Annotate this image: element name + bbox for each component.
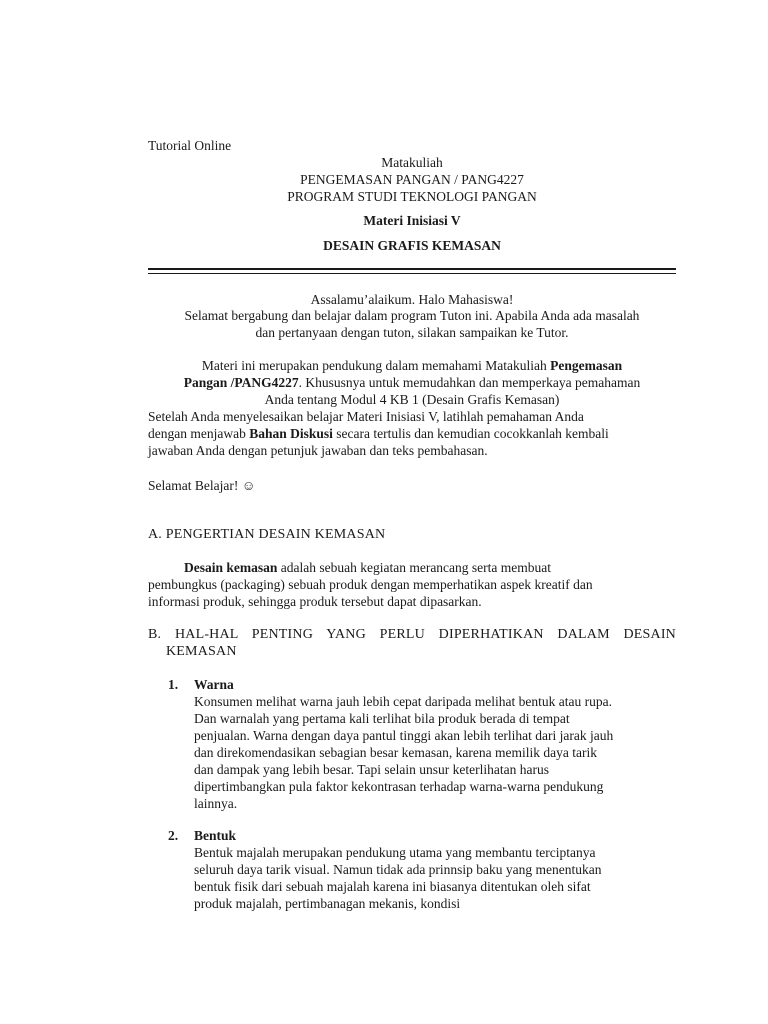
topic-title: DESAIN GRAFIS KEMASAN xyxy=(323,238,501,253)
instruction-line-1: Setelah Anda menyelesaikan belajar Materi Inisiasi V, latihlah pemahaman Anda xyxy=(148,409,584,424)
item-1-line-5: dan dampak yang lebih besar. Tapi selain unsur keterlihatan harus xyxy=(194,762,549,777)
program-name: PROGRAM STUDI TEKNOLOGI PANGAN xyxy=(287,189,537,204)
welcome-line-2: dan pertanyaan dengan tuton, silakan sampaikan ke Tutor. xyxy=(255,325,569,340)
closing-line: Selamat Belajar! ☺ xyxy=(148,478,256,493)
tutorial-label: Tutorial Online xyxy=(148,138,232,153)
item-2-line-3: bentuk fisik dari sebuah majalah karena ini biasanya ditentukan oleh sifat xyxy=(194,879,591,894)
section-b-heading-line-1: B. HAL-HAL PENTING YANG PERLU DIPERHATIKAN DALAM DESAIN xyxy=(148,627,676,642)
item-2-title: Bentuk xyxy=(194,828,237,843)
item-1-title: Warna xyxy=(194,677,234,692)
item-2-line-4: produk majalah, pertimbanagan mekanis, kondisi xyxy=(194,896,461,911)
section-a-line-1: Desain kemasan adalah sebuah kegiatan merancang serta membuat xyxy=(184,560,552,575)
greeting: Assalamu’alaikum. Halo Mahasiswa! xyxy=(310,292,514,307)
item-1-line-7: lainnya. xyxy=(194,796,238,811)
purpose-line-3: Anda tentang Modul 4 KB 1 (Desain Grafis Kemasan) xyxy=(264,392,560,407)
course-name: PENGEMASAN PANGAN / PANG4227 xyxy=(300,172,524,187)
item-2-line-1: Bentuk majalah merupakan pendukung utama yang membantu terciptanya xyxy=(194,845,596,860)
header-rule-thin xyxy=(148,273,676,274)
item-1-line-1: Konsumen melihat warna jauh lebih cepat daripada melihat bentuk atau rupa. xyxy=(194,694,612,709)
purpose-line-2: Pangan /PANG4227. Khususnya untuk memudahkan dan memperkaya pemahaman xyxy=(183,375,641,390)
header-rule-thick xyxy=(148,268,676,270)
section-a-heading: A. PENGERTIAN DESAIN KEMASAN xyxy=(148,527,386,542)
section-b-heading-line-2: KEMASAN xyxy=(166,644,237,659)
item-1-number: 1. xyxy=(168,677,179,692)
item-1-line-4: dan direkomendasikan sebagian besar kemasan, karena memilik daya tarik xyxy=(194,745,597,760)
initiation-title: Materi Inisiasi V xyxy=(363,213,461,228)
section-a-line-3: informasi produk, sehingga produk tersebut dapat dipasarkan. xyxy=(148,594,482,609)
item-2-line-2: seluruh daya tarik visual. Namun tidak ada prinnsip baku yang menentukan xyxy=(194,862,602,877)
section-a-line-2: pembungkus (packaging) sebuah produk dengan memperhatikan aspek kreatif dan xyxy=(148,577,593,592)
instruction-line-3: jawaban Anda dengan petunjuk jawaban dan teks pembahasan. xyxy=(148,443,488,458)
course-label: Matakuliah xyxy=(381,155,443,170)
item-1-line-3: penjualan. Warna dengan daya pantul tinggi akan lebih terlihat dari jarak jauh xyxy=(194,728,614,743)
item-2-number: 2. xyxy=(168,828,179,843)
item-1-line-2: Dan warnalah yang pertama kali terlihat bila produk berada di tempat xyxy=(194,711,570,726)
welcome-line-1: Selamat bergabung dan belajar dalam program Tuton ini. Apabila Anda ada masalah xyxy=(184,308,640,323)
smiley-icon: ☺ xyxy=(241,478,256,493)
instruction-line-2: dengan menjawab Bahan Diskusi secara tertulis dan kemudian cocokkanlah kembali xyxy=(148,426,609,441)
purpose-line-1: Materi ini merupakan pendukung dalam memahami Matakuliah Pengemasan xyxy=(201,358,623,373)
item-1-line-6: dipertimbangkan pula faktor kekontrasan terhadap warna-warna pendukung xyxy=(194,779,604,794)
